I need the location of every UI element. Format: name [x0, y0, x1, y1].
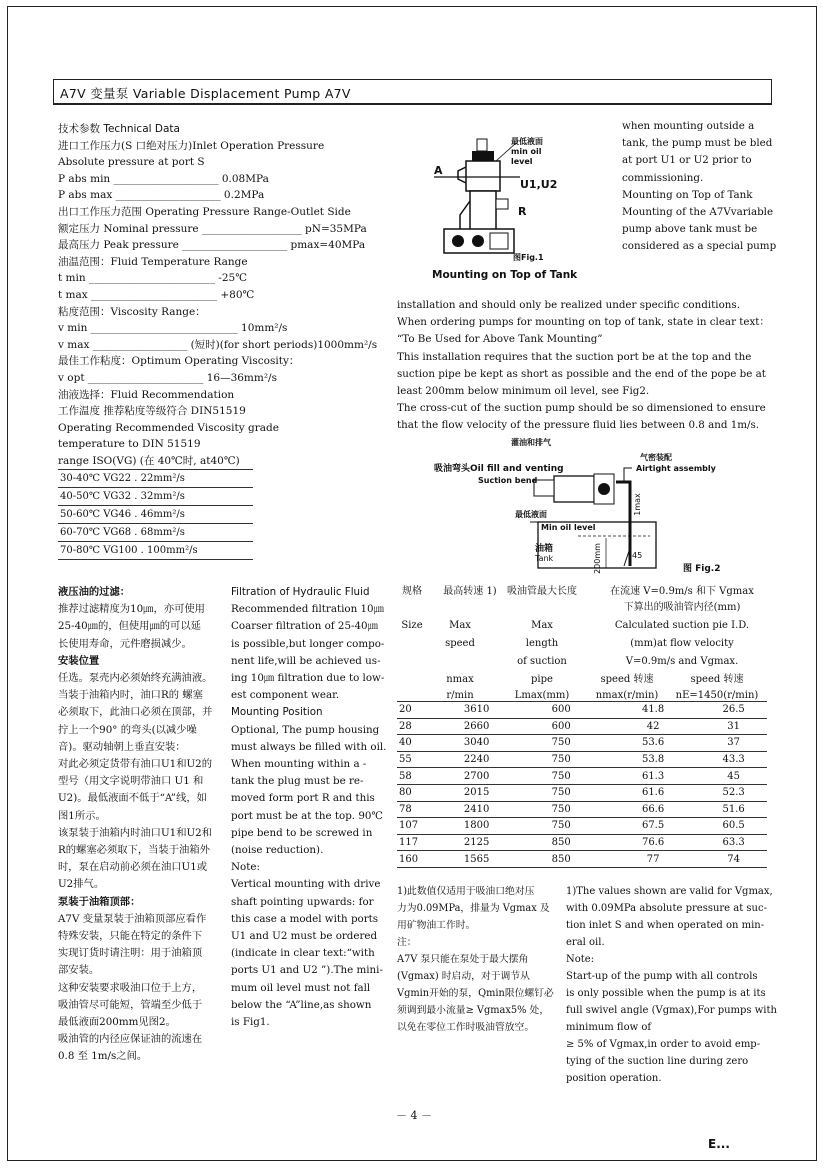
- viscosity-table: [58, 469, 253, 560]
- section-line: shaft pointing upwards: for: [231, 895, 374, 908]
- right-text-line: tank, the pump must be bled: [622, 137, 773, 150]
- table-cell: 74: [700, 851, 767, 868]
- table-cell: 28: [397, 718, 437, 735]
- section-line: nent life,will be achieved us-: [231, 654, 381, 667]
- table-header-cell: nmax(r/min): [595, 690, 659, 701]
- table-cell: 2700: [437, 768, 517, 785]
- section-line: 部安装。: [58, 964, 100, 977]
- table-cell: 26.5: [700, 702, 767, 719]
- table-header-cell: speed 转速: [600, 674, 654, 685]
- note-line: 须调到最小流量≥ Vgmax5% 处，: [397, 1005, 550, 1016]
- table-header-cell: (mm)at flow velocity: [630, 638, 734, 649]
- tech-line: 粘度范围：Viscosity Range：: [58, 305, 206, 318]
- section-line: 最低液面200mm见图2。: [58, 1016, 176, 1029]
- note-line: Start-up of the pump with all controls: [566, 971, 758, 982]
- section-line: moved form port R and this: [231, 792, 375, 805]
- section-line: (noise reduction).: [231, 844, 324, 857]
- table-cell: 61.6: [606, 784, 700, 801]
- note-line: tying of the suction line during zero: [566, 1056, 749, 1067]
- note-line: 以免在零位工作时吸油管放空。: [397, 1022, 535, 1033]
- right-full-text: [397, 297, 771, 435]
- section-line: 图1所示。: [58, 809, 106, 822]
- table-cell: 41.8: [606, 702, 700, 719]
- note-line: 1)The values shown are valid for Vgmax,: [566, 886, 773, 897]
- note-line: ≥ 5% of Vgmax,in order to avoid emp-: [566, 1039, 761, 1050]
- table-cell: 850: [516, 834, 605, 851]
- tech-line: 工作温度 推荐粘度等级符合 DIN51519: [58, 405, 246, 418]
- tech-line: 最高压力 Peak pressure ____________________ pmax=40MPa: [58, 239, 366, 252]
- table-row: [397, 702, 767, 719]
- section-line: 特殊安装，只能在特定的条件下: [58, 930, 203, 943]
- table-cell: 750: [516, 818, 605, 835]
- fig2-label-min-cn: 最低液面: [515, 510, 547, 519]
- tech-line: 出口工作压力范围 Operating Pressure Range-Outlet Side: [58, 206, 351, 218]
- note-line: tion inlet S and when operated on min-: [566, 920, 765, 931]
- viscosity-cell: 70-80℃ VG100 . 100mm²/s: [58, 542, 253, 560]
- note-line: eral oil.: [566, 937, 605, 948]
- section-line: 长使用寿命，元件磨损减少。: [58, 637, 192, 650]
- section-line: 型号（用文字说明带油口 U1 和: [58, 775, 204, 788]
- tech-line: Operating Recommended Viscosity grade: [58, 421, 279, 434]
- viscosity-row: [58, 542, 253, 560]
- viscosity-cell: 50-60℃ VG46 . 46mm²/s: [58, 506, 253, 524]
- section-line: pipe bend to be screwed in: [231, 826, 373, 839]
- table-cell: 750: [516, 735, 605, 752]
- table-cell: 2015: [437, 784, 517, 801]
- table-row: [397, 718, 767, 735]
- note-line: Vgmin开始的泵，Qmin限位螺钉必: [397, 988, 554, 999]
- right-text-line: pump above tank must be: [622, 223, 758, 236]
- section-line: U2排气。: [58, 878, 105, 891]
- table-header-cell: nE=1450(r/min): [675, 690, 759, 701]
- table-cell: 850: [516, 851, 605, 868]
- table-header-cell: V=0.9m/s and Vgmax.: [625, 656, 739, 667]
- fig1-label-fig: 图Fig.1: [513, 253, 544, 262]
- section-line: tank the plug must be re-: [231, 775, 364, 788]
- fig2-label-fill-cn: 灌油和排气: [511, 438, 551, 447]
- section-line: U1 and U2 must be ordered: [231, 930, 378, 943]
- filtration-cn: [58, 584, 223, 1066]
- table-cell: 1800: [437, 818, 517, 835]
- tech-line: temperature to DIN 51519: [58, 438, 201, 451]
- tech-line: 进口工作压力(S 口绝对压力)Inlet Operation Pressure: [58, 139, 325, 152]
- table-cell: 2410: [437, 801, 517, 818]
- tech-line: v max __________________ (短时)(for short periods)1000mm²/s: [58, 338, 378, 351]
- table-cell: 3040: [437, 735, 517, 752]
- right-text-line: considered as a special pump: [622, 240, 777, 253]
- section-title: Filtration of Hydraulic Fluid: [231, 586, 370, 598]
- section-line: (indicate in clear text:“with: [231, 947, 375, 960]
- table-cell: 52.3: [700, 784, 767, 801]
- table-cell: 750: [516, 751, 605, 768]
- fig2-label-suction: Suction bend: [478, 476, 538, 485]
- note-line: full swivel angle (Vgmax),For pumps with: [566, 1005, 777, 1016]
- fig2-label-min: Min oil level: [541, 523, 596, 532]
- table-cell: 53.8: [606, 751, 700, 768]
- viscosity-row: [58, 524, 253, 542]
- fig2-label-bend: 吸油弯头Oil fill and venting: [434, 464, 564, 474]
- table-cell: 61.3: [606, 768, 700, 785]
- tech-line: t min ________________________ -25℃: [58, 272, 247, 285]
- table-cell: 53.6: [606, 735, 700, 752]
- table-row: [397, 851, 767, 868]
- fig1-label-min-oil-en: min oil: [511, 147, 542, 156]
- note-line: 1)此数值仅适用于吸油口绝对压: [397, 886, 535, 897]
- footer-mark: E...: [708, 1137, 730, 1151]
- section-line: 对此必须定货带有油口U1和U2的: [58, 758, 213, 771]
- table-cell: 80: [397, 784, 437, 801]
- table-cell: 2125: [437, 834, 517, 851]
- tech-line: P abs min ____________________ 0.08MPa: [58, 172, 269, 185]
- section-line: 实现订货时请注明：用于油箱顶: [58, 947, 203, 960]
- section-line: When mounting within a -: [231, 758, 367, 771]
- table-cell: 750: [516, 784, 605, 801]
- section-line: A7V 变量泵装于油箱顶部应看作: [58, 912, 207, 925]
- section-title: 液压油的过滤：: [58, 586, 131, 598]
- section-line: 时，泵在启动前必须在油口U1或: [58, 861, 208, 874]
- section-line: is Fig1.: [231, 1016, 270, 1029]
- header-title: A7V 变量泵 Variable Displacement Pump A7V: [60, 86, 351, 101]
- table-header-cell: 下算出的吸油管内径(mm): [623, 602, 741, 613]
- table-cell: 78: [397, 801, 437, 818]
- section-line: R的螺塞必须取下，当装于油箱外: [58, 844, 210, 857]
- note-line: 用矿物油工作时。: [397, 920, 476, 931]
- table-header-cell: nmax: [446, 674, 474, 685]
- section-line: 吸油管尽可能短，管端至少低于: [58, 998, 203, 1011]
- note-line: 力为0.09MPa，排量为 Vgmax 及: [397, 903, 550, 914]
- table-cell: 750: [516, 768, 605, 785]
- section-line: 25-40㎛的，但使用㎛的可以延: [58, 620, 201, 633]
- table-header-cell: speed 转速: [690, 674, 744, 685]
- note-line: is only possible when the pump is at its: [566, 988, 766, 999]
- table-header-cell: length: [525, 638, 559, 649]
- section-line: Note:: [231, 861, 260, 874]
- table-cell: 60.5: [700, 818, 767, 835]
- section-line: Coarser filtration of 25-40㎛: [231, 620, 378, 633]
- right-text-line: Mounting of the A7Vvariable: [622, 206, 774, 219]
- fig2-label-tank-cn: 油箱: [535, 544, 554, 554]
- note-line: minimum flow of: [566, 1022, 652, 1033]
- section-line: 吸油管的内径应保证油的流速在: [58, 1033, 203, 1046]
- size-table-header: [397, 580, 767, 700]
- table-cell: 20: [397, 702, 437, 719]
- viscosity-row: [58, 488, 253, 506]
- table-row: [397, 784, 767, 801]
- table-cell: 55: [397, 751, 437, 768]
- fig1-caption: Mounting on Top of Tank: [432, 269, 578, 281]
- section-line: U2)。最低液面不低于“A”线，如: [58, 792, 207, 805]
- table-row: [397, 818, 767, 835]
- fig1-label-level: level: [511, 157, 533, 166]
- table-header-cell: pipe: [531, 674, 553, 685]
- table-cell: 51.6: [700, 801, 767, 818]
- table-cell: 2240: [437, 751, 517, 768]
- right-text-line: installation and should only be realized under specific conditions.: [397, 299, 740, 311]
- table-header-cell: Max: [449, 620, 471, 631]
- note-line: (Vgmax) 时启动，对于调节从: [397, 971, 530, 982]
- viscosity-cell: 60-70℃ VG68 . 68mm²/s: [58, 524, 253, 542]
- right-text-line: When ordering pumps for mounting on top of tank, state in clear text：: [397, 316, 770, 329]
- table-cell: 117: [397, 834, 437, 851]
- note-line: 注：: [397, 937, 417, 948]
- section-line: 拧上一个90° 的弯头(以减少噪: [58, 723, 197, 736]
- viscosity-cell: 40-50℃ VG32 . 32mm²/s: [58, 488, 253, 506]
- table-row: [397, 801, 767, 818]
- table-cell: 600: [516, 718, 605, 735]
- table-cell: 2660: [437, 718, 517, 735]
- section-line: 这种安装要求吸油口位于上方，: [58, 981, 203, 994]
- fig2-label-air: Airtight assembly: [636, 464, 716, 473]
- fig2-label-45: 45: [632, 551, 643, 560]
- tech-line: 油温范围：Fluid Temperature Range: [58, 255, 248, 268]
- section-line: 任选。泵壳内必须始终充满油液。: [58, 672, 213, 685]
- fig1-label-min-oil-cn: 最低液面: [511, 137, 543, 146]
- section-line: Vertical mounting with drive: [231, 878, 381, 891]
- right-text-line: This installation requires that the suction port be at the top and the: [397, 350, 752, 363]
- section-line: port must be at the top. 90℃: [231, 809, 383, 822]
- fig1-label-u: U1,U2: [520, 178, 558, 191]
- tech-line: 技术参数 Technical Data: [58, 123, 180, 135]
- table-header-cell: 规格: [402, 586, 422, 597]
- section-title: Mounting Position: [231, 706, 323, 719]
- note-line: Note:: [566, 954, 595, 965]
- tech-line: 最佳工作粘度：Optimum Operating Viscosity：: [58, 355, 300, 368]
- viscosity-row: [58, 470, 253, 488]
- table-header-cell: r/min: [446, 690, 474, 701]
- section-title: 泵装于油箱顶部：: [58, 895, 141, 908]
- fig2-caption: 图 Fig.2: [683, 564, 721, 574]
- tech-line: 油液选择：Fluid Recommendation: [58, 388, 235, 401]
- right-text-line: at port U1 or U2 prior to: [622, 154, 752, 167]
- tech-line: range ISO(VG) (在 40℃时, at40℃): [58, 455, 240, 467]
- table-header-cell: 吸油管最大长度: [507, 586, 577, 597]
- fig1-pump-drawing: [430, 133, 590, 285]
- table-header-cell: Lmax(mm): [514, 690, 570, 701]
- section-line: 0.8 至 1m/s之间。: [58, 1050, 148, 1063]
- table-header-cell: Max: [531, 620, 553, 631]
- section-line: ports U1 and U2 ”).The mini-: [231, 964, 383, 977]
- table-header-cell: 在流速 V=0.9m/s 和下 Vgmax: [610, 586, 754, 597]
- page-header: [53, 79, 772, 105]
- section-line: 推荐过滤精度为10㎛，亦可使用: [58, 603, 205, 616]
- fig1-label-r: R: [518, 205, 527, 218]
- table-cell: 67.5: [606, 818, 700, 835]
- table-header-cell: 最高转速 1): [443, 586, 497, 597]
- tech-line: v opt ______________________ 16—36mm²/s: [58, 372, 277, 384]
- section-line: Optional, The pump housing: [231, 723, 380, 736]
- tech-line: P abs max ____________________ 0.2MPa: [58, 189, 265, 202]
- right-text-line: suction pipe be kept as short as possible and the end of the pope be at: [397, 367, 766, 380]
- right-text-line: commissioning.: [622, 171, 704, 184]
- right-text-line: “To Be Used for Above Tank Mounting”: [397, 333, 603, 346]
- section-line: mum oil level must not fall: [231, 981, 371, 994]
- fig2-label-1max: 1max: [632, 493, 642, 516]
- table-cell: 37: [700, 735, 767, 752]
- table-cell: 3610: [437, 702, 517, 719]
- section-line: 音)。驱动轴朝上垂直安装：: [58, 740, 186, 753]
- tech-line: Absolute pressure at port S: [58, 156, 205, 169]
- table-cell: 42: [606, 718, 700, 735]
- size-table: [397, 701, 767, 868]
- section-title: 安装位置: [58, 654, 100, 667]
- viscosity-cell: 30-40℃ VG22 . 22mm²/s: [58, 470, 253, 488]
- page-number: － 4 －: [396, 1109, 432, 1122]
- fig2-label-air-cn: 气密装配: [640, 453, 672, 462]
- section-line: below the “A”line,as shown: [231, 998, 372, 1011]
- table-cell: 40: [397, 735, 437, 752]
- right-text-line: when mounting outside a: [622, 120, 755, 132]
- table-cell: 160: [397, 851, 437, 868]
- table-cell: 43.3: [700, 751, 767, 768]
- right-text-line: that the flow velocity of the pressure fluid lies between 0.8 and 1m/s.: [397, 419, 760, 432]
- notes-en: [566, 883, 777, 1087]
- viscosity-row: [58, 506, 253, 524]
- table-row: [397, 751, 767, 768]
- section-line: must always be filled with oil.: [231, 740, 387, 753]
- note-line: A7V 泵只能在泵处于最大摆角: [397, 954, 529, 965]
- note-line: position operation.: [566, 1073, 662, 1084]
- filtration-en: [231, 584, 389, 1031]
- table-row: [397, 735, 767, 752]
- section-line: 该泵装于油箱内时油口U1和U2和: [58, 826, 213, 839]
- table-cell: 77: [606, 851, 700, 868]
- right-top-text: [622, 118, 777, 256]
- table-row: [397, 768, 767, 785]
- section-line: this case a model with ports: [231, 912, 379, 925]
- table-cell: 1565: [437, 851, 517, 868]
- table-cell: 750: [516, 801, 605, 818]
- table-cell: 76.6: [606, 834, 700, 851]
- table-cell: 31: [700, 718, 767, 735]
- section-line: is possible,but longer compo-: [231, 637, 385, 650]
- table-header-cell: Calculated suction pie I.D.: [614, 620, 750, 631]
- table-header-cell: of suction: [517, 656, 567, 667]
- table-cell: 58: [397, 768, 437, 785]
- fig1-label-a: A: [434, 164, 443, 177]
- fig2-label-tank: Tank: [535, 554, 554, 563]
- fig2-label-200: 200mm: [592, 543, 602, 574]
- section-line: est component wear.: [231, 689, 340, 702]
- section-line: Recommended filtration 10㎛: [231, 603, 384, 616]
- section-line: 必须取下，此油口必须在顶部，并: [58, 706, 213, 719]
- tech-line: t max ________________________ +80℃: [58, 289, 255, 301]
- table-header-cell: Size: [401, 620, 423, 631]
- section-line: 当装于油箱内时，油口R的 螺塞: [58, 689, 203, 702]
- tech-line: v min ____________________________ 10mm²/s: [58, 322, 288, 335]
- table-header-cell: speed: [445, 638, 475, 649]
- table-cell: 107: [397, 818, 437, 835]
- table-row: [397, 834, 767, 851]
- table-cell: 63.3: [700, 834, 767, 851]
- note-line: with 0.09MPa absolute pressure at suc-: [566, 903, 767, 914]
- notes-cn: [397, 883, 557, 1036]
- right-text-line: The cross-cut of the suction pump should be so dimensioned to ensure: [397, 402, 766, 415]
- table-cell: 66.6: [606, 801, 700, 818]
- section-line: ing 10㎛ filtration due to low-: [231, 672, 385, 685]
- table-cell: 600: [516, 702, 605, 719]
- table-cell: 45: [700, 768, 767, 785]
- right-text-line: least 200mm below minimum oil level, see Fig2.: [397, 385, 650, 398]
- right-text-line: Mounting on Top of Tank: [622, 188, 753, 201]
- tech-line: 额定压力 Nominal pressure ___________________ pN=35MPa: [58, 222, 367, 235]
